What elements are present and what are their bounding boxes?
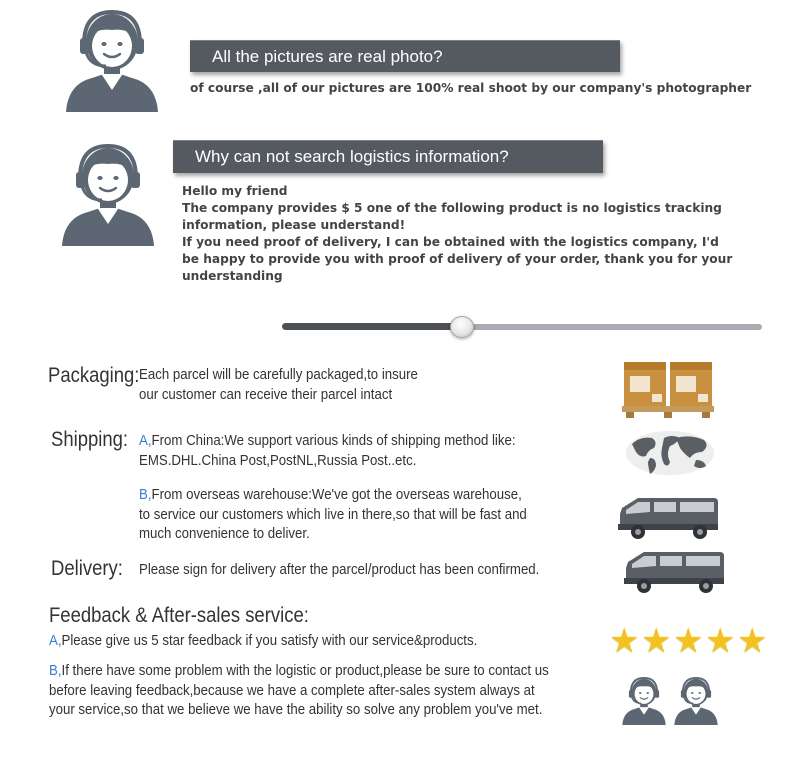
faq-question-1: All the pictures are real photo? xyxy=(190,40,620,72)
option-b-label: B, xyxy=(49,663,62,679)
star-icon: ★ xyxy=(737,621,768,661)
feedback-option-b: B,If there have some problem with the logistic or product,please be sure to contact us before leaving feedback,because we have a complete after-sales system always at your service,so that we believe we have the ability so solve any problem you've met. xyxy=(49,663,549,718)
van-icon xyxy=(622,548,726,594)
slider-track-filled xyxy=(282,323,462,330)
star-icon: ★ xyxy=(641,621,672,661)
option-a-label: A, xyxy=(49,633,62,649)
shipping-option-a: A,From China:We support various kinds of shipping method like: EMS.DHL.China Post,PostNL,Russia Post..etc. xyxy=(139,433,516,469)
slider-handle[interactable] xyxy=(450,316,474,338)
parcel-boxes-icon xyxy=(620,358,716,420)
shipping-title: Shipping: xyxy=(51,428,129,451)
faq-answer-2: Hello my friend The company provides $ 5 one of the following product is no logistics tracking information, please understand! If you need proof of delivery, I can be obtained with the logistics company, I'd be happy to provide you with proof of delivery of your order, thank you for your understanding xyxy=(182,184,733,283)
support-agent-icon xyxy=(672,676,720,726)
option-a-label: A, xyxy=(139,433,152,449)
faq-question-2: Why can not search logistics information? xyxy=(173,140,603,173)
support-agent-icon xyxy=(58,142,158,248)
support-agent-icon xyxy=(62,8,162,114)
delivery-text: Please sign for delivery after the parcel/product has been confirmed. xyxy=(139,562,540,578)
packaging-title: Packaging: xyxy=(48,364,140,387)
delivery-title: Delivery: xyxy=(51,557,123,580)
packaging-text: Each parcel will be carefully packaged,to insure our customer can receive their parcel intact xyxy=(139,367,418,403)
feedback-title: Feedback & After-sales service: xyxy=(49,604,309,627)
world-map-icon xyxy=(624,428,716,478)
faq-answer-1: of course ,all of our pictures are 100% real shoot by our company's photographer xyxy=(190,81,752,95)
star-icon: ★ xyxy=(609,621,640,661)
option-b-label: B, xyxy=(139,487,152,503)
feedback-option-a: A,Please give us 5 star feedback if you satisfy with our service&products. xyxy=(49,633,478,649)
slider-track[interactable] xyxy=(462,324,762,330)
shipping-option-b: B,From overseas warehouse:We've got the overseas warehouse, to service our customers which live in there,so that will be fast and much convenience to deliver. xyxy=(139,487,527,542)
support-agent-icon xyxy=(620,676,668,726)
van-icon xyxy=(616,494,720,540)
star-icon: ★ xyxy=(705,621,736,661)
star-icon: ★ xyxy=(673,621,704,661)
